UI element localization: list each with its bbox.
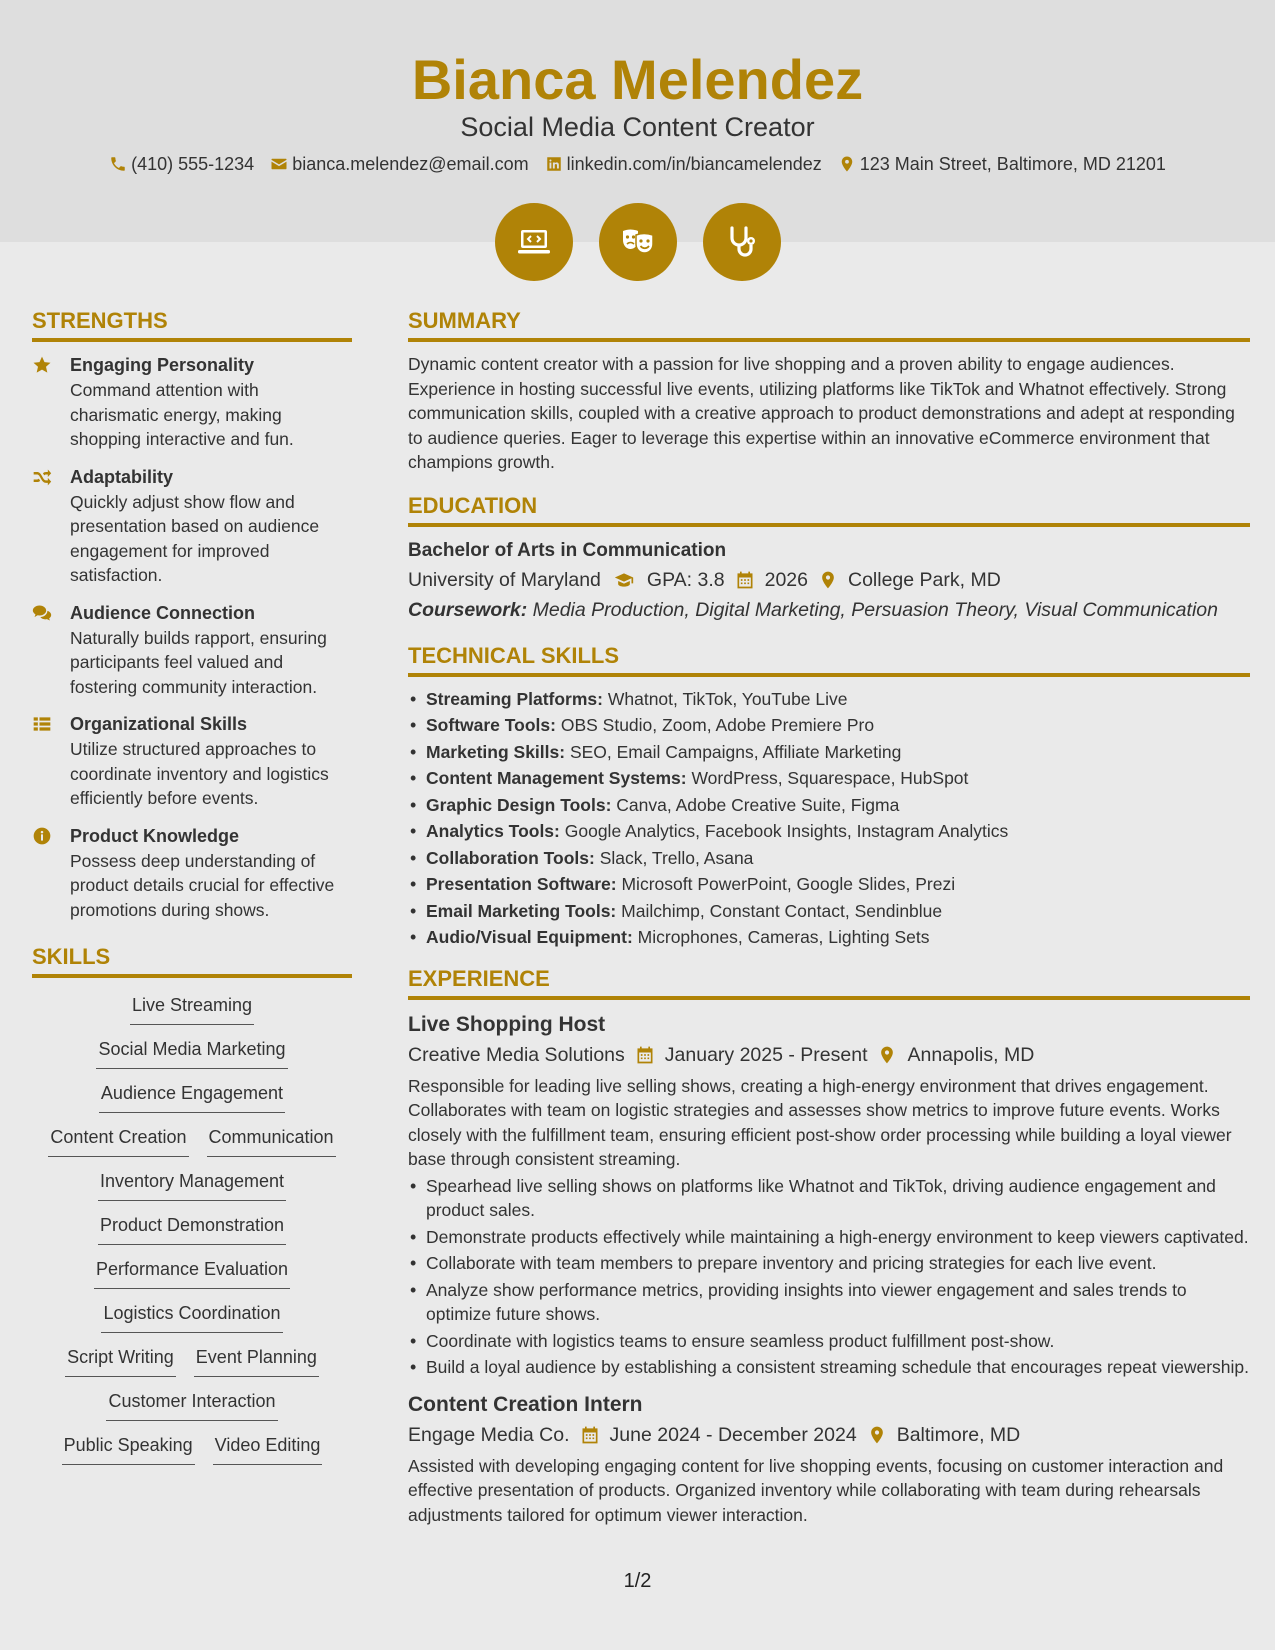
strength-desc: Possess deep understanding of product details crucial for effective promotions during shows.	[70, 850, 335, 920]
job-description: Responsible for leading live selling shows, creating a high-energy environment that drives engagement. Collaborates with team on logistic strategies and assesses show metrics to improve future events. Works closely with the fulfillment team, ensuring efficient post-show order processing while building a loyal viewer base through consistent streaming.	[408, 1075, 1232, 1169]
envelope-icon	[270, 155, 288, 173]
strength-title: Engaging Personality	[70, 355, 255, 375]
list-item	[408, 793, 1250, 818]
skill-tag: Customer Interaction	[106, 1388, 277, 1421]
tech-skill-label: Graphic Design Tools:	[426, 794, 612, 815]
list-item	[408, 740, 1250, 765]
tech-skill-label: Marketing Skills:	[426, 741, 566, 762]
company-name: Creative Media Solutions	[408, 1043, 625, 1066]
tech-skill-label: Software Tools:	[426, 715, 556, 735]
graduation-year: 2026	[764, 568, 808, 591]
phone-icon	[109, 155, 127, 173]
calendar-icon	[635, 1045, 655, 1065]
list-item	[408, 846, 1250, 871]
strength-title: Product Knowledge	[70, 825, 240, 846]
location-pin-icon	[818, 570, 838, 590]
candidate-title: Social Media Content Creator	[460, 112, 815, 142]
list-item	[408, 899, 1250, 924]
job-bullets	[408, 1174, 1250, 1380]
strength-desc: Quickly adjust show flow and presentation based on audience engagement for improved satisfaction.	[70, 491, 320, 585]
strength-item	[32, 823, 352, 923]
skill-tag: Product Demonstration	[98, 1212, 286, 1245]
stethoscope-icon	[703, 203, 781, 281]
school-location: College Park, MD	[847, 568, 1001, 591]
address-text: 123 Main Street, Baltimore, MD 21201	[859, 154, 1166, 174]
right-column	[408, 306, 1250, 1527]
skill-tag: Inventory Management	[98, 1168, 286, 1201]
email-text[interactable]: bianca.melendez@email.com	[292, 154, 529, 174]
contact-bar	[0, 151, 1275, 177]
strength-title: Adaptability	[70, 466, 174, 487]
list-item: • Spearhead live selling shows on platforms like Whatnot and TikTok, driving audience engagement and product sales.	[408, 1174, 1250, 1223]
laptop-code-icon	[495, 203, 573, 281]
strength-desc: Utilize structured approaches to coordinate inventory and logistics efficiently before events.	[70, 739, 329, 808]
tech-skill-label: Collaboration Tools:	[426, 847, 595, 868]
contact-email[interactable]	[270, 151, 528, 177]
skill-tag: Script Writing	[65, 1344, 176, 1377]
list-item: • Build a loyal audience by establishing a consistent streaming schedule that encourages repeat viewership.	[408, 1355, 1250, 1380]
company-name: Engage Media Co.	[408, 1423, 570, 1446]
skill-tag: Audience Engagement	[99, 1080, 285, 1113]
job-dates: June 2024 - December 2024	[609, 1423, 857, 1446]
location-pin-icon	[867, 1425, 887, 1445]
tech-skill-value: Google Analytics, Facebook Insights, Instagram Analytics	[564, 821, 1009, 841]
theater-masks-icon	[599, 203, 677, 281]
tech-skill-value: Microphones, Cameras, Lighting Sets	[637, 927, 930, 947]
candidate-name: Bianca Melendez	[411, 48, 864, 111]
calendar-icon	[580, 1425, 600, 1445]
badge-row	[0, 203, 1275, 281]
list-icon	[32, 714, 52, 734]
skills-heading: SKILLS	[32, 942, 352, 978]
info-icon	[32, 826, 52, 846]
star-icon	[32, 355, 52, 375]
list-item	[408, 766, 1250, 791]
linkedin-icon	[545, 155, 563, 173]
education-meta	[408, 565, 1250, 595]
skill-tag: Event Planning	[194, 1344, 319, 1377]
strength-item	[32, 600, 352, 700]
technical-skills-heading: TECHNICAL SKILLS	[408, 641, 1250, 677]
job-meta	[408, 1040, 1250, 1070]
skill-tag: Video Editing	[213, 1432, 323, 1465]
job-location: Annapolis, MD	[907, 1043, 1035, 1066]
tech-skill-value: OBS Studio, Zoom, Adobe Premiere Pro	[560, 715, 875, 735]
strength-title: Audience Connection	[70, 602, 256, 623]
job-title: Content Creation Intern	[408, 1392, 643, 1416]
skill-tag: Social Media Marketing	[96, 1036, 287, 1069]
job-title: Live Shopping Host	[408, 1012, 606, 1036]
list-item: • Demonstrate products effectively while maintaining a high-energy environment to keep viewers captivated.	[408, 1225, 1250, 1250]
summary-text: Dynamic content creator with a passion for live shopping and a proven ability to engage audiences. Experience in hosting successful live events, utilizing platforms like TikTok and Whatnot effectively. Strong communication skills, coupled with a creative approach to product demonstrations and adept at responding to audience queries. Eager to leverage this expertise within an innovative eCommerce environment that champions growth.	[408, 354, 1235, 472]
list-item: • Collaborate with team members to prepare inventory and pricing strategies for each live event.	[408, 1251, 1250, 1276]
calendar-icon	[735, 570, 755, 590]
school-name: University of Maryland	[408, 568, 601, 591]
tech-skill-label: Streaming Platforms:	[426, 688, 603, 709]
skill-tag: Communication	[207, 1124, 336, 1157]
job-meta	[408, 1420, 1250, 1450]
coursework-text: Media Production, Digital Marketing, Persuasion Theory, Visual Communication	[532, 598, 1218, 621]
strength-title: Organizational Skills	[70, 714, 248, 734]
skill-tag: Content Creation	[48, 1124, 188, 1157]
list-item	[408, 819, 1250, 844]
strengths-heading: STRENGTHS	[32, 306, 352, 342]
tech-skill-label: Presentation Software:	[426, 874, 617, 894]
tech-skill-value: Canva, Adobe Creative Suite, Figma	[616, 794, 900, 815]
tech-skill-value: WordPress, Squarespace, HubSpot	[691, 768, 969, 788]
tech-skill-value: SEO, Email Campaigns, Affiliate Marketing	[569, 741, 902, 762]
tech-skill-label: Audio/Visual Equipment:	[426, 927, 633, 947]
job-dates: January 2025 - Present	[664, 1043, 868, 1066]
list-item	[408, 713, 1250, 738]
strength-item	[32, 711, 352, 811]
technical-skills-list	[408, 687, 1250, 950]
job-description: Assisted with developing engaging content for live shopping events, focusing on customer interaction and effective presentation of products. Organized inventory while collaborating with team during rehearsals adjustments tailored for optimum viewer interaction.	[408, 1455, 1224, 1525]
graduation-cap-icon	[611, 570, 637, 590]
comments-icon	[32, 603, 52, 623]
skill-tag: Public Speaking	[62, 1432, 195, 1465]
contact-phone	[109, 151, 254, 177]
linkedin-text[interactable]: linkedin.com/in/biancamelendez	[566, 154, 822, 174]
left-column	[32, 306, 352, 1468]
education-heading: EDUCATION	[408, 491, 1250, 527]
tech-skill-label: Analytics Tools:	[426, 821, 560, 841]
strength-item	[32, 464, 352, 588]
skill-tag: Live Streaming	[130, 992, 254, 1025]
contact-address	[838, 151, 1166, 177]
list-item	[408, 925, 1250, 950]
phone-text: (410) 555-1234	[131, 154, 255, 174]
list-item	[408, 687, 1250, 712]
tech-skill-value: Mailchimp, Constant Contact, Sendinblue	[621, 900, 943, 921]
skills-list	[32, 988, 352, 1468]
shuffle-icon	[32, 467, 52, 487]
skill-tag: Performance Evaluation	[94, 1256, 290, 1289]
job-location: Baltimore, MD	[896, 1423, 1021, 1446]
tech-skill-value: Slack, Trello, Asana	[599, 847, 754, 868]
experience-heading: EXPERIENCE	[408, 964, 1250, 1000]
list-item: • Coordinate with logistics teams to ensure seamless product fulfillment post-show.	[408, 1329, 1250, 1354]
degree-title: Bachelor of Arts in Communication	[408, 539, 727, 561]
coursework-label: Coursework:	[408, 598, 528, 621]
tech-skill-value: Whatnot, TikTok, YouTube Live	[607, 688, 848, 709]
coursework-line	[408, 595, 1250, 625]
gpa-text: GPA: 3.8	[646, 568, 725, 591]
tech-skill-label: Email Marketing Tools:	[426, 900, 617, 921]
strength-desc: Naturally builds rapport, ensuring participants feel valued and fostering community interaction.	[70, 627, 327, 697]
tech-skill-value: Microsoft PowerPoint, Google Slides, Prezi	[621, 874, 956, 894]
strength-item	[32, 352, 352, 452]
strength-desc: Command attention with charismatic energy, making shopping interactive and fun.	[70, 380, 294, 449]
location-pin-icon	[838, 155, 856, 173]
summary-heading: SUMMARY	[408, 306, 1250, 342]
tech-skill-label: Content Management Systems:	[426, 768, 687, 788]
location-pin-icon	[877, 1045, 897, 1065]
page-number: 1/2	[623, 1570, 652, 1592]
skill-tag: Logistics Coordination	[101, 1300, 282, 1333]
contact-linkedin[interactable]	[545, 151, 822, 177]
list-item	[408, 872, 1250, 897]
list-item: • Analyze show performance metrics, providing insights into viewer engagement and sales trends to optimize future shows.	[408, 1278, 1250, 1327]
